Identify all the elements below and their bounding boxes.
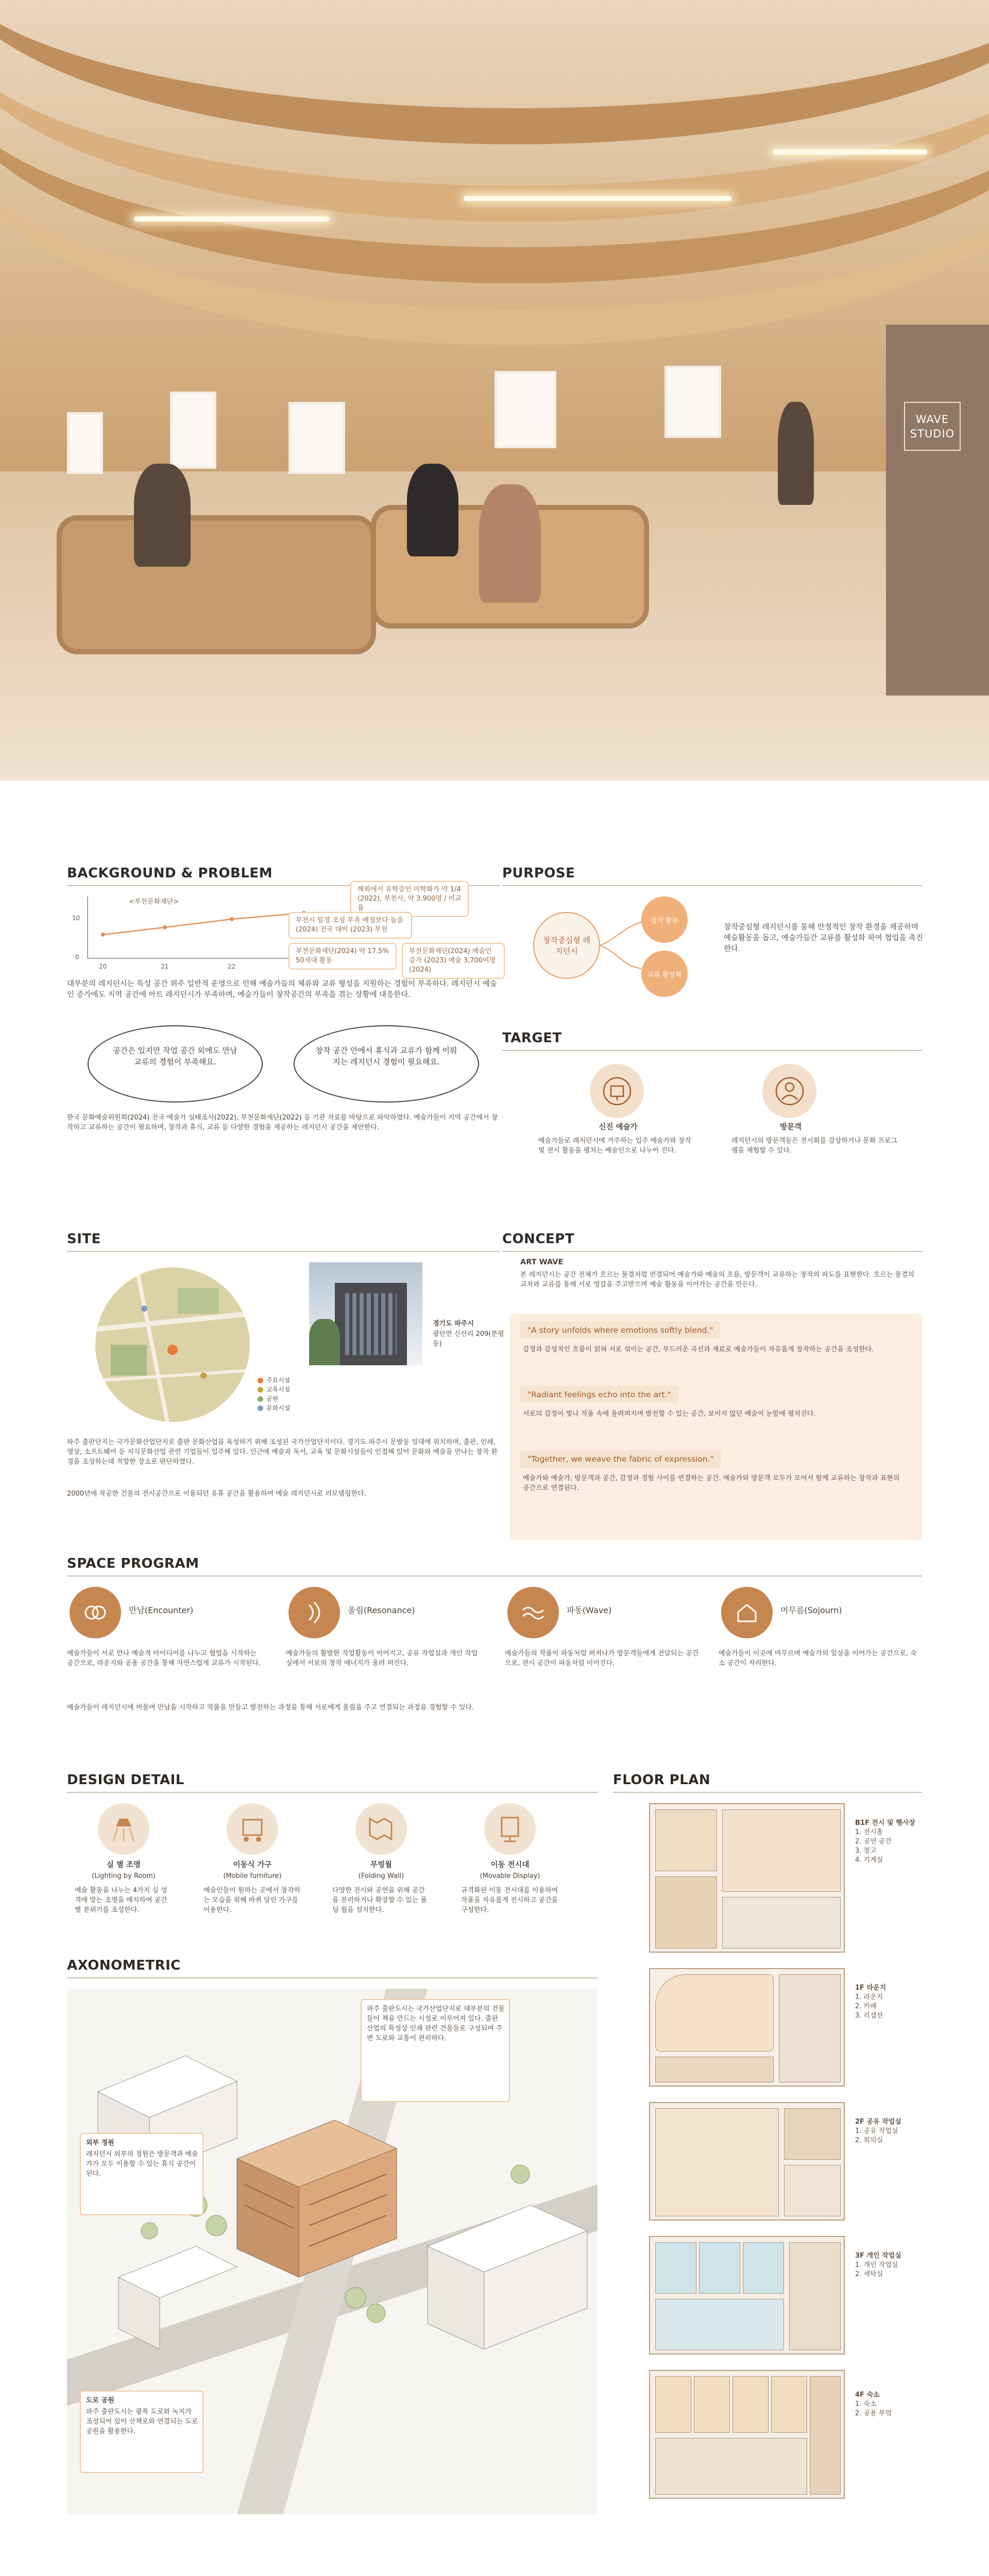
- divider: [67, 1792, 598, 1793]
- svg-text:<부천문화재단>: <부천문화재단>: [129, 898, 179, 906]
- wave-studio-wall: [886, 325, 989, 696]
- design-body-lighting: 예술 활동을 나누는 4가지 실 성격에 맞는 조명을 배치하여 공간별 분위기를 조성한다.: [75, 1887, 167, 1914]
- sojourn-icon: [721, 1587, 773, 1638]
- design-title: DESIGN DETAIL: [67, 1772, 184, 1788]
- concept-quote-body-2: 서로의 감정이 빛나 작품 속에 울려퍼지며 발전할 수 있는 공간, 보이지 않던 예술이 눈앞에 펼쳐진다.: [523, 1410, 816, 1418]
- purpose-body: 창작중심형 레지던시를 통해 안정적인 창작 환경을 제공하며 예술활동을 돕고, 예술가들간 교류를 활성화 하여 협업을 촉진한다.: [724, 923, 924, 953]
- speech-bubble: 창작 공간 안에서 휴식과 교류가 함께 이뤄지는 레지던시 경험이 필요해요.: [294, 1025, 479, 1103]
- floor-legend-2f: 2F 공유 작업실 1. 공유 작업실 2. 회의실: [855, 2118, 901, 2144]
- legend-item: 문화시설: [258, 1403, 290, 1413]
- program-label-wave: 파동(Wave): [567, 1605, 612, 1615]
- concept-title: CONCEPT: [502, 1231, 575, 1247]
- program-body-resonance: 예술가들의 활발한 작업활동이 이어지고, 공유 작업실과 개인 작업실에서 서로의 창작 에너지가 울려 퍼진다.: [286, 1650, 478, 1667]
- concept-quote-3: "Together, we weave the fabric of expression.": [520, 1450, 721, 1468]
- axon-box-3-text: 파주 출판도시는 광폭 도로와 녹지가 조성되어 있어 산책로와 연결되는 도로 공원을 활용한다.: [86, 2408, 198, 2435]
- target-body-visitor: 레지던시의 방문객들은 전시회를 감상하거나 문화 프로그램을 체험할 수 있다.: [731, 1137, 898, 1155]
- floor-plan-b1: [649, 1803, 845, 1953]
- design-en-folding: (Folding Wall): [358, 1872, 404, 1880]
- design-body-mobile: 예술인들이 원하는 곳에서 창작하는 모습을 위해 바퀴 달린 가구를 이용한다.: [203, 1887, 301, 1914]
- legend-item: 주요시설: [258, 1376, 290, 1385]
- svg-text:10: 10: [72, 914, 80, 922]
- target-title: TARGET: [502, 1030, 562, 1046]
- divider: [502, 1050, 922, 1051]
- floorplan-title: FLOOR PLAN: [613, 1772, 711, 1788]
- trend-line: [103, 913, 304, 935]
- concept-quote-body-1: 감정과 감성적인 흐름이 얽혀 서로 섞이는 공간, 부드러운 곡선과 재료로 예술가들이 자유롭게 창작하는 공간을 조성한다.: [523, 1346, 874, 1353]
- ceiling-light: [464, 196, 731, 201]
- floor-plan-2f: [649, 2102, 845, 2221]
- purpose-circle-creation: 창작 활동: [641, 896, 688, 943]
- axon-box-2-text: 레지던시 외부의 정원은 방문객과 예술가가 모두 이용할 수 있는 휴식 공간이 된다.: [86, 2150, 198, 2178]
- program-body-sojourn: 예술가들이 이곳에 머무르며 예술가의 일상을 이어가는 공간으로, 숙소 공간이 자리한다.: [719, 1650, 917, 1667]
- concept-quote-1: "A story unfolds where emotions softly blend.": [520, 1321, 720, 1339]
- purpose-title: PURPOSE: [502, 866, 575, 881]
- design-label-display: 이동 전시대: [490, 1861, 530, 1869]
- wave-icon: [507, 1587, 559, 1638]
- stat-note: 해외에서 유학중인 미학화가 약 1/4 (2022), 부천사, 약 3,900명 / 미교율: [350, 881, 469, 917]
- movable-display-icon: [484, 1803, 536, 1855]
- divider: [67, 1251, 500, 1252]
- design-body-folding: 다양한 전시와 공연을 위해 공간을 분리하거나 확장할 수 있는 폴딩 월을 설치한다.: [332, 1887, 427, 1914]
- site-body: 파주 출판단지는 국가문화산업단지로 출판 문화산업을 육성하기 위해 조성된 국가산업단지이다. 경기도 파주시 문발동 일대에 위치하며, 출판, 인쇄, 영상, 소프트웨어 등 지식문화산업 관련 기업들이 입주해 있다. 인근에 예술과 독서, 교육 및 문화시설들이 인접해 있어 문화와 예술을 만나는 창작 환경을 조성하는데 적합한 장소로 판단하였다.: [67, 1438, 498, 1466]
- legend-item: 공원: [258, 1394, 290, 1403]
- concept-quote-body-3: 예술가와 예술가, 방문객과 공간, 감정과 경험 사이를 연결하는 공간. 예술가와 방문객 모두가 모여서 함께 교류하는 창작과 표현의 공간으로 연결된다.: [523, 1475, 900, 1492]
- legend-item: 교육시설: [258, 1385, 290, 1394]
- speech-bubble: 공간은 있지만 작업 공간 외에도 만남 교류의 경험이 부족해요.: [88, 1025, 263, 1103]
- concept-subtitle: ART WAVE: [520, 1258, 564, 1266]
- site-address: 광탄면 신산리 209(분평동): [433, 1330, 504, 1348]
- easel: [67, 412, 103, 474]
- design-label-mobile: 이동식 가구: [233, 1861, 272, 1869]
- target-body-artist: 예술가들로 레지던시에 거주하는 입주 예술가와 창작 및 전시 활동을 펼치는 예술인으로 나누어 진다.: [538, 1137, 691, 1155]
- floor-legend-1f: 1F 라운지 1. 라운지 2. 카페 3. 리셉션: [855, 1984, 886, 2020]
- purpose-main-circle: 창작중심형 레지던시: [533, 912, 600, 979]
- curved-sofa: [57, 515, 376, 654]
- divider: [67, 1977, 598, 1978]
- ceiling-light: [134, 216, 330, 222]
- floor-plan-3f: [649, 2236, 845, 2354]
- lighting-icon: [98, 1803, 149, 1855]
- design-en-lighting: (Lighting by Room): [92, 1872, 156, 1880]
- divider: [613, 1792, 922, 1793]
- stat-note: 부천시 일정 조성 부족 예정보다 높음 (2024) 전국 대비 (2023) 부천: [288, 912, 412, 939]
- design-label-folding: 무빙월: [370, 1861, 393, 1869]
- easel: [494, 371, 556, 448]
- easel: [288, 402, 345, 474]
- floor-legend-3f: 3F 개인 작업실 1. 개인 작업실 2. 세탁실: [855, 2252, 901, 2278]
- floor-legend-4f: 4F 숙소 1. 숙소 2. 공용 부엌: [855, 2391, 892, 2417]
- site-place: 경기도 파주시: [433, 1320, 474, 1328]
- purpose-circle-exchange: 교류 활성화: [641, 951, 688, 997]
- svg-text:20: 20: [99, 963, 107, 970]
- hero-render: [0, 0, 989, 781]
- person: [479, 484, 541, 603]
- background-title: BACKGROUND & PROBLEM: [67, 866, 273, 881]
- site-photo: [309, 1262, 422, 1365]
- visitor-icon: [762, 1064, 816, 1118]
- svg-text:21: 21: [161, 963, 169, 970]
- design-en-display: (Movable Display): [480, 1872, 540, 1880]
- divider: [67, 1575, 922, 1577]
- floor-legend-b1: B1F 전시 및 행사장 1. 전시홀 2. 공연 공간 3. 창고 4. 기계실: [855, 1819, 915, 1864]
- floor-plan-1f: [649, 1968, 845, 2087]
- encounter-icon: [70, 1587, 121, 1638]
- site-title: SITE: [67, 1231, 101, 1247]
- axon-title: AXONOMETRIC: [67, 1958, 181, 1973]
- purpose-connector: [598, 917, 644, 974]
- program-title: SPACE PROGRAM: [67, 1556, 199, 1571]
- site-body2: 2000년에 착공한 건물의 전시공간으로 이용되던 유휴 공간을 활용하여 예술 레지던시로 리모델링한다.: [67, 1490, 366, 1498]
- program-label-encounter: 만남(Encounter): [129, 1605, 194, 1615]
- program-footer: 예술가들이 레지던시에 머물며 만남을 시작하고 작품을 만들고 발전하는 과정을 통해 서로에게 울림을 주고 연결되는 과정을 경험할 수 있다.: [67, 1704, 474, 1711]
- concept-quote-2: "Radiant feelings echo into the art.": [520, 1386, 678, 1403]
- program-body-wave: 예술가들의 작품이 파동처럼 퍼져나가 방문객들에게 전달되는 공간으로, 전시 공간이 파동처럼 이어진다.: [505, 1650, 699, 1667]
- site-map: [95, 1267, 250, 1422]
- ceiling-light: [773, 149, 927, 155]
- site-legend: [258, 1376, 290, 1413]
- program-label-resonance: 울림(Resonance): [348, 1605, 415, 1615]
- divider: [502, 885, 922, 886]
- background-body: 대부분의 레지던시는 특성 공간 위주 일반적 운영으로 인해 예술가들의 체류와 교류 형성을 지원하는 경험이 부족하다. 레지던시 예술인 증가에도 지역 공간에 아트 레지던시가 부족하며, 예술가들이 창작공간의 부족을 겪는 상황에 대응한다.: [67, 980, 497, 999]
- program-label-sojourn: 머무름(Sojourn): [780, 1605, 842, 1615]
- person: [134, 464, 191, 567]
- studio-sign: WAVE STUDIO: [904, 402, 961, 451]
- resonance-icon: [288, 1587, 340, 1638]
- svg-text:0: 0: [75, 954, 79, 961]
- svg-text:22: 22: [228, 963, 236, 970]
- axon-box-1-text: 파주 출판도시는 국가산업단지로 대부분의 건물들이 책을 만드는 시설로 이루어져 있다. 출판 산업의 특성상 인쇄 관련 건물들로 구성되며 주변 도로와 교통이 편리하다.: [367, 2005, 505, 2042]
- target-label-visitor: 방문객: [779, 1123, 802, 1131]
- ceiling-wave: [0, 0, 989, 345]
- design-en-mobile: (Mobile furniture): [223, 1872, 282, 1880]
- target-label-artist: 신진 예술가: [599, 1123, 638, 1131]
- design-body-display: 규격화된 이동 전시대를 이용하여 작품을 자유롭게 전시하고 공간을 구성한다.: [461, 1887, 558, 1914]
- person: [407, 464, 458, 556]
- divider: [502, 1251, 922, 1252]
- stat-note: 부천문화재단(2024) 예술인 증가 (2023) 예술 3,700여명 (2024): [402, 943, 505, 979]
- design-label-lighting: 실 별 조명: [106, 1861, 141, 1869]
- program-body-encounter: 예술가들이 서로 만나 예술적 아이디어를 나누고 협업을 시작하는 공간으로, 라운지와 공용 공간을 통해 자연스럽게 교류가 시작된다.: [67, 1650, 261, 1667]
- floor-plan-4f: [649, 2370, 845, 2499]
- folding-wall-icon: [355, 1803, 407, 1855]
- person: [778, 402, 814, 505]
- artist-icon: [590, 1064, 644, 1118]
- easel: [664, 366, 721, 438]
- mobile-furniture-icon: [227, 1803, 278, 1855]
- concept-intro: 본 레지던시는 공간 전체가 흐르는 물결처럼 연결되어 예술가와 예술의 흐름, 방문객이 교류하는 창작의 파도를 표현한다. 흐르는 물결의 교차와 교류를 통해 서로 영감을 주고받으며 예술 활동을 이어가는 공간을 만든다.: [520, 1271, 915, 1289]
- axon-box-2-title: 외부 정원: [86, 2139, 114, 2147]
- easel: [170, 392, 216, 469]
- background-source: 한국 문화예술위원회(2024) 전국 예술가 실태조사(2022), 부천문화재단(2022) 등 기관 자료를 바탕으로 파악하였다. 예술가들이 지역 공간에서 창작하고 교류하는 공간이 필요하며, 창작과 휴식, 교류 등 다양한 경험을 제공하는 레지던시 공간을 제안한다.: [67, 1114, 498, 1131]
- axon-box-3-title: 도로 공원: [86, 2397, 114, 2404]
- stat-note: 부천문화재단(2024) 약 17.5% 50세대 활동: [288, 943, 397, 970]
